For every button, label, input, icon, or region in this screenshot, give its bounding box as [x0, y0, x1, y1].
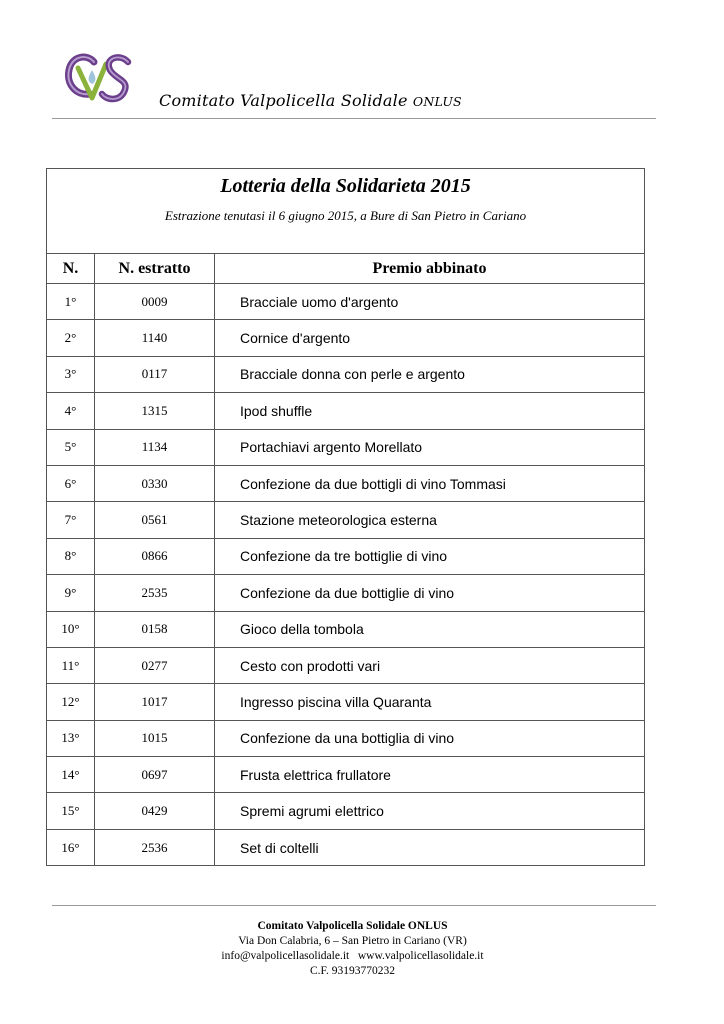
draw-position: 7°: [47, 502, 95, 538]
draw-position: 16°: [47, 829, 95, 865]
org-name-lead: Comitato Valpolicella Solidale: [159, 91, 408, 110]
ticket-number: 0697: [95, 757, 215, 793]
table-row: [47, 502, 645, 538]
footer-address: Via Don Calabria, 6 – San Pietro in Cariano (VR): [238, 935, 467, 947]
prize-name: Cornice d'argento: [215, 320, 645, 356]
footer-contacts: [0, 949, 705, 964]
prize-name: Set di coltelli: [215, 829, 645, 865]
ticket-number: 0009: [95, 284, 215, 320]
draw-position: 12°: [47, 684, 95, 720]
draw-position: 9°: [47, 575, 95, 611]
lottery-title: Lotteria della Solidarieta 2015: [220, 175, 471, 197]
table-row: [47, 757, 645, 793]
table-row: [47, 793, 645, 829]
prize-name: Gioco della tombola: [215, 611, 645, 647]
ticket-number: 1015: [95, 720, 215, 756]
footer-website: www.valpolicellasolidale.it: [357, 950, 484, 962]
table-row: [47, 829, 645, 865]
ticket-number: 0277: [95, 647, 215, 683]
footer-org-name: Comitato Valpolicella Solidale ONLUS: [257, 920, 448, 932]
draw-position: 11°: [47, 647, 95, 683]
table-row: [47, 647, 645, 683]
column-header-prize: Premio abbinato: [215, 254, 645, 284]
draw-position: 14°: [47, 757, 95, 793]
ticket-number: 1017: [95, 684, 215, 720]
footer-divider: [52, 905, 656, 906]
ticket-number: 1140: [95, 320, 215, 356]
footer-email: info@valpolicellasolidale.it: [221, 950, 350, 962]
table-row: [47, 538, 645, 574]
prize-name: Confezione da due bottiglie di vino: [215, 575, 645, 611]
prize-name: Frusta elettrica frullatore: [215, 757, 645, 793]
prize-name: Stazione meteorologica esterna: [215, 502, 645, 538]
table-row: [47, 684, 645, 720]
header-divider: [52, 118, 656, 119]
logo-drop-icon: [89, 70, 96, 84]
footer-tax-code: C.F. 93193770232: [309, 965, 396, 977]
table-row: [47, 356, 645, 392]
column-header-number: N. estratto: [95, 254, 215, 284]
draw-position: 13°: [47, 720, 95, 756]
draw-position: 1°: [47, 284, 95, 320]
table-row: [47, 720, 645, 756]
prize-name: Confezione da una bottiglia di vino: [215, 720, 645, 756]
ticket-number: 0866: [95, 538, 215, 574]
prize-name: Bracciale donna con perle e argento: [215, 356, 645, 392]
footer: [0, 919, 705, 979]
lottery-subtitle: Estrazione tenutasi il 6 giugno 2015, a Bure di San Pietro in Cariano: [164, 208, 527, 223]
draw-position: 2°: [47, 320, 95, 356]
table-row: [47, 393, 645, 429]
draw-position: 6°: [47, 465, 95, 501]
table-row: [47, 429, 645, 465]
ticket-number: 0330: [95, 465, 215, 501]
organization-logo: [64, 50, 134, 108]
lottery-results-table: [46, 168, 645, 866]
ticket-number: 1315: [95, 393, 215, 429]
draw-position: 8°: [47, 538, 95, 574]
table-row: [47, 320, 645, 356]
ticket-number: 2536: [95, 829, 215, 865]
prize-name: Cesto con prodotti vari: [215, 647, 645, 683]
ticket-number: 1134: [95, 429, 215, 465]
table-row: [47, 284, 645, 320]
organization-header-name: [159, 91, 462, 110]
table-row: [47, 575, 645, 611]
prize-name: Spremi agrumi elettrico: [215, 793, 645, 829]
prize-name: Ingresso piscina villa Quaranta: [215, 684, 645, 720]
org-name-tail: ONLUS: [412, 94, 462, 109]
ticket-number: 2535: [95, 575, 215, 611]
draw-position: 3°: [47, 356, 95, 392]
ticket-number: 0158: [95, 611, 215, 647]
prize-name: Ipod shuffle: [215, 393, 645, 429]
draw-position: 10°: [47, 611, 95, 647]
column-header-position: N.: [47, 254, 95, 284]
table-title-cell: [47, 169, 645, 254]
draw-position: 15°: [47, 793, 95, 829]
ticket-number: 0561: [95, 502, 215, 538]
draw-position: 5°: [47, 429, 95, 465]
ticket-number: 0117: [95, 356, 215, 392]
table-row: [47, 465, 645, 501]
draw-position: 4°: [47, 393, 95, 429]
prize-name: Confezione da due bottigli di vino Tommasi: [215, 465, 645, 501]
prize-name: Confezione da tre bottiglie di vino: [215, 538, 645, 574]
table-row: [47, 611, 645, 647]
prize-name: Portachiavi argento Morellato: [215, 429, 645, 465]
prize-name: Bracciale uomo d'argento: [215, 284, 645, 320]
ticket-number: 0429: [95, 793, 215, 829]
